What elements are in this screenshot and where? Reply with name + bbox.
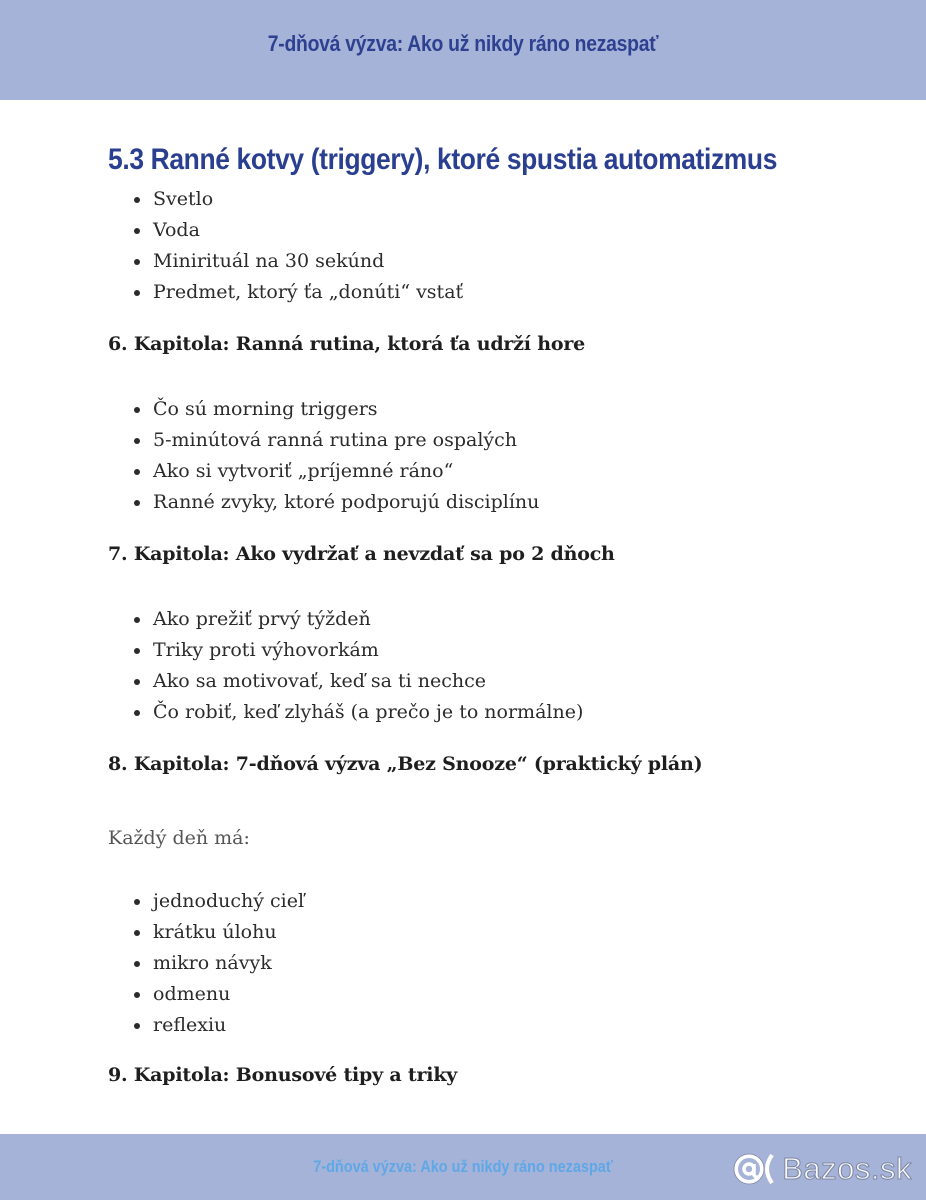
chapter-8-intro: Každý deň má: bbox=[108, 827, 250, 849]
chapter-8-title: 8. Kapitola: 7-dňová výzva „Bez Snooze“ (praktický plán) bbox=[108, 753, 703, 775]
section-title: 5.3 Ranné kotvy (triggery), ktoré spustia automatizmus bbox=[108, 143, 778, 176]
list-item: Čo robiť, keď zlyháš (a prečo je to normálne) bbox=[153, 697, 888, 728]
list-item: jednoduchý cieľ bbox=[153, 886, 888, 917]
list-item: Minirituál na 30 sekúnd bbox=[153, 246, 888, 277]
list-item: krátku úlohu bbox=[153, 917, 888, 948]
list-item: Čo sú morning triggers bbox=[153, 394, 888, 425]
page-footer bbox=[0, 1134, 926, 1200]
page-header bbox=[0, 0, 926, 100]
header-title: 7-dňová výzva: Ako už nikdy ráno nezaspať bbox=[267, 31, 659, 56]
chapter-6-list bbox=[108, 394, 888, 518]
chapter-8-list bbox=[108, 886, 888, 1041]
chapter-7-list bbox=[108, 604, 888, 728]
bazos-logo-icon bbox=[732, 1151, 778, 1187]
list-item: reflexiu bbox=[153, 1010, 888, 1041]
list-item: Ako prežiť prvý týždeň bbox=[153, 604, 888, 635]
bazos-watermark bbox=[732, 1151, 912, 1187]
list-item: 5-minútová ranná rutina pre ospalých bbox=[153, 425, 888, 456]
list-item: Ranné zvyky, ktoré podporujú disciplínu bbox=[153, 487, 888, 518]
list-item: odmenu bbox=[153, 979, 888, 1010]
section-list bbox=[108, 184, 888, 308]
list-item: Svetlo bbox=[153, 184, 888, 215]
chapter-7-title: 7. Kapitola: Ako vydržať a nevzdať sa po 2 dňoch bbox=[108, 543, 615, 565]
list-item: Triky proti výhovorkám bbox=[153, 635, 888, 666]
watermark-text: Bazos.sk bbox=[782, 1151, 912, 1186]
list-item: Voda bbox=[153, 215, 888, 246]
list-item: mikro návyk bbox=[153, 948, 888, 979]
chapter-9-title: 9. Kapitola: Bonusové tipy a triky bbox=[108, 1064, 458, 1086]
chapter-6-title: 6. Kapitola: Ranná rutina, ktorá ťa udrží hore bbox=[108, 333, 586, 355]
list-item: Ako si vytvoriť „príjemné ráno“ bbox=[153, 456, 888, 487]
list-item: Predmet, ktorý ťa „donúti“ vstať bbox=[153, 277, 888, 308]
page-content bbox=[108, 140, 888, 1089]
list-item: Ako sa motivovať, keď sa ti nechce bbox=[153, 666, 888, 697]
footer-title: 7-dňová výzva: Ako už nikdy ráno nezaspať bbox=[313, 1157, 613, 1176]
